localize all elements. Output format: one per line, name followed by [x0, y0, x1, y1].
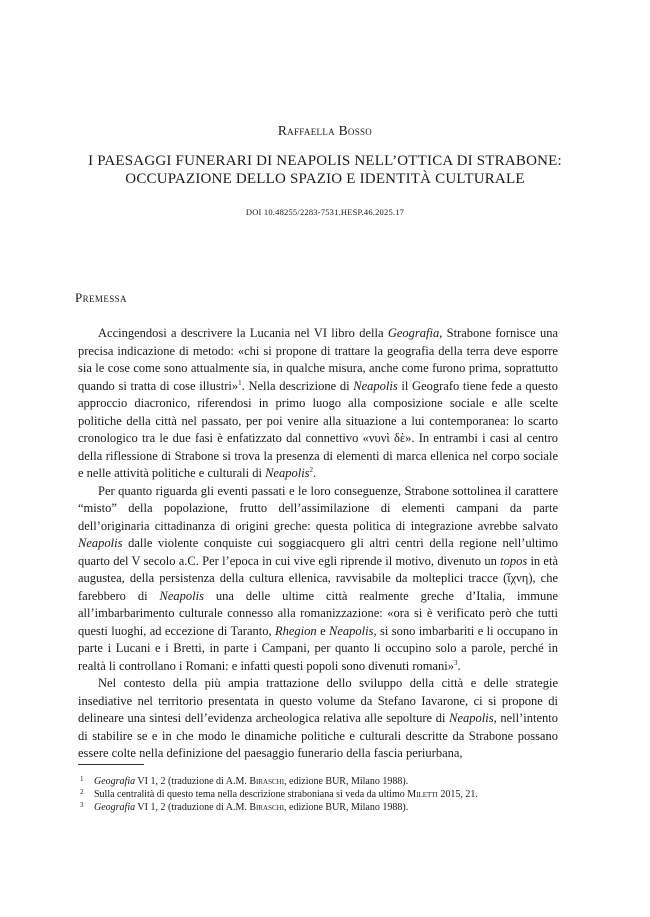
italic-run: Geografia [94, 776, 136, 787]
paragraph-3 [78, 675, 558, 763]
footnote-number: 1 [80, 775, 84, 783]
italic-run: Neapolis [329, 623, 374, 638]
footnote-divider [78, 764, 144, 765]
text-run: . Nella descrizione di [241, 378, 354, 393]
text-run: una delle ultime città realmente greche d’Italia, immune all’imbarbarimento culturale connesso alla romanizzazione: «ora si è verificato però che tutti questi luoghi, ad eccezione di Taranto, [78, 588, 558, 638]
text-run: Accingendosi a descrivere la Lucania nel VI libro della [98, 326, 388, 340]
footnote-ref: 3 [453, 658, 458, 667]
text-run: , Strabone fornisce una precisa indicazione di metodo: «chi si propone di trattare la geografia della terra deve esporre sia le cose come sono attualmente sia, in qualche misura, anche come furono prima, soprattutto quando si tratta di cose illustri» [78, 326, 558, 393]
italic-run: Neapolis [78, 536, 123, 550]
author-smallcaps: Biraschi [249, 802, 285, 813]
author-smallcaps: Biraschi [249, 776, 285, 787]
text-run: . [313, 466, 317, 480]
text-run: Nel contesto della più ampia trattazione dello sviluppo della città e delle strategie insediative nel territorio presentata in questo volume da Stefano Iavarone, ci si propone di delineare una sintesi dell’evidenza archeologica relativa alle sepolture di [78, 676, 558, 725]
text-run: , nell’intento di stabilire se e in che modo le dinamiche politiche e culturali descritte da Strabone possano essere colte nella definizione del paesaggio funerario della fascia periurbana, [78, 711, 559, 760]
italic-run: Geografia [94, 802, 136, 813]
text-run: , edizione BUR, Milano 1988). [284, 776, 409, 787]
text-run: il Geografo tiene fede a questo approccio diacronico, riferendosi in primo luogo alla composizione sociale e alle scelte politiche della città nel passato, per poi venire alla situazione a lui contemporanea: lo scarto cronologico tra le due fasi è enfatizzato dal connettivo «νυνὶ δὲ». In entrambi i casi al centro della riflessione di Strabone si trova la presenza di elementi di marca ellenica nel corpo sociale e nelle attività politiche e culturali di [78, 378, 559, 480]
text-run: , edizione BUR, Milano 1988). [284, 802, 409, 813]
footnote-2 [78, 788, 558, 801]
footnote-1 [78, 775, 558, 788]
text-run: in età augustea, della persistenza della cultura ellenica, ravvisabile da molteplici tracce (ἴχνη), che farebbero di [78, 553, 558, 603]
text-run: , si sono imbarbariti e li occupano in parte i Lucani e i Bretti, in parte i Campani, per quanto li occupino solo a parole, perché in realtà li controllano i Romani: e infatti questi popoli sono divenuti romani» [78, 623, 558, 673]
text-run: 2015, 21. [437, 789, 478, 800]
paragraph-2 [78, 483, 558, 676]
text-run: dalle violente conquiste cui soggiacquero gli altri centri della regione nell’ultimo quarto del V secolo a.C. Per l’epoca in cui vive egli riprende il motivo, divenuto un [78, 536, 558, 568]
italic-run: Neapolis [159, 588, 204, 603]
text-run: . [457, 658, 461, 673]
footnote-number: 2 [80, 788, 84, 796]
text-run: Sulla centralità di questo tema nella descrizione straboniana si veda da ultimo [94, 789, 408, 800]
author-name: Raffaella Bosso [277, 123, 373, 138]
italic-run: Neapolis [353, 378, 398, 393]
italic-run: topos [500, 553, 528, 568]
italic-run: Neapolis [449, 711, 494, 725]
italic-run: Geografia [387, 326, 440, 340]
footnote-number: 3 [80, 801, 84, 809]
text-run: VI 1, 2 (traduzione di A.M. [135, 802, 250, 813]
title-line-2: OCCUPAZIONE DELLO SPAZIO E IDENTITÀ CULTURALE [125, 171, 525, 187]
footnote-ref: 1 [238, 378, 242, 387]
italic-run: Rhegion [275, 623, 317, 638]
title-line-1: I PAESAGGI FUNERARI DI NEAPOLIS NELL’OTTICA DI STRABONE: [88, 153, 562, 169]
doi: DOI 10.48255/2283-7531.HESP.46.2025.17 [245, 207, 405, 217]
section-heading: Premessa [75, 290, 127, 305]
footnote-ref: 2 [309, 465, 314, 474]
footnotes [78, 775, 558, 814]
article-title [70, 152, 580, 188]
body-text [78, 325, 558, 763]
italic-run: Neapolis [265, 466, 310, 480]
author-smallcaps: Miletti [407, 789, 438, 800]
footnote-3 [78, 801, 558, 814]
text-run: e [316, 623, 330, 638]
text-run: VI 1, 2 (traduzione di A.M. [135, 776, 250, 787]
paragraph-1 [78, 325, 558, 483]
text-run: Per quanto riguarda gli eventi passati e le loro conseguenze, Strabone sottolinea il carattere “misto” della popolazione, frutto dell’assimilazione di elementi campani da parte dell’originaria cittadinanza di origini greche: questa politica di integrazione avrebbe salvato [78, 483, 558, 533]
